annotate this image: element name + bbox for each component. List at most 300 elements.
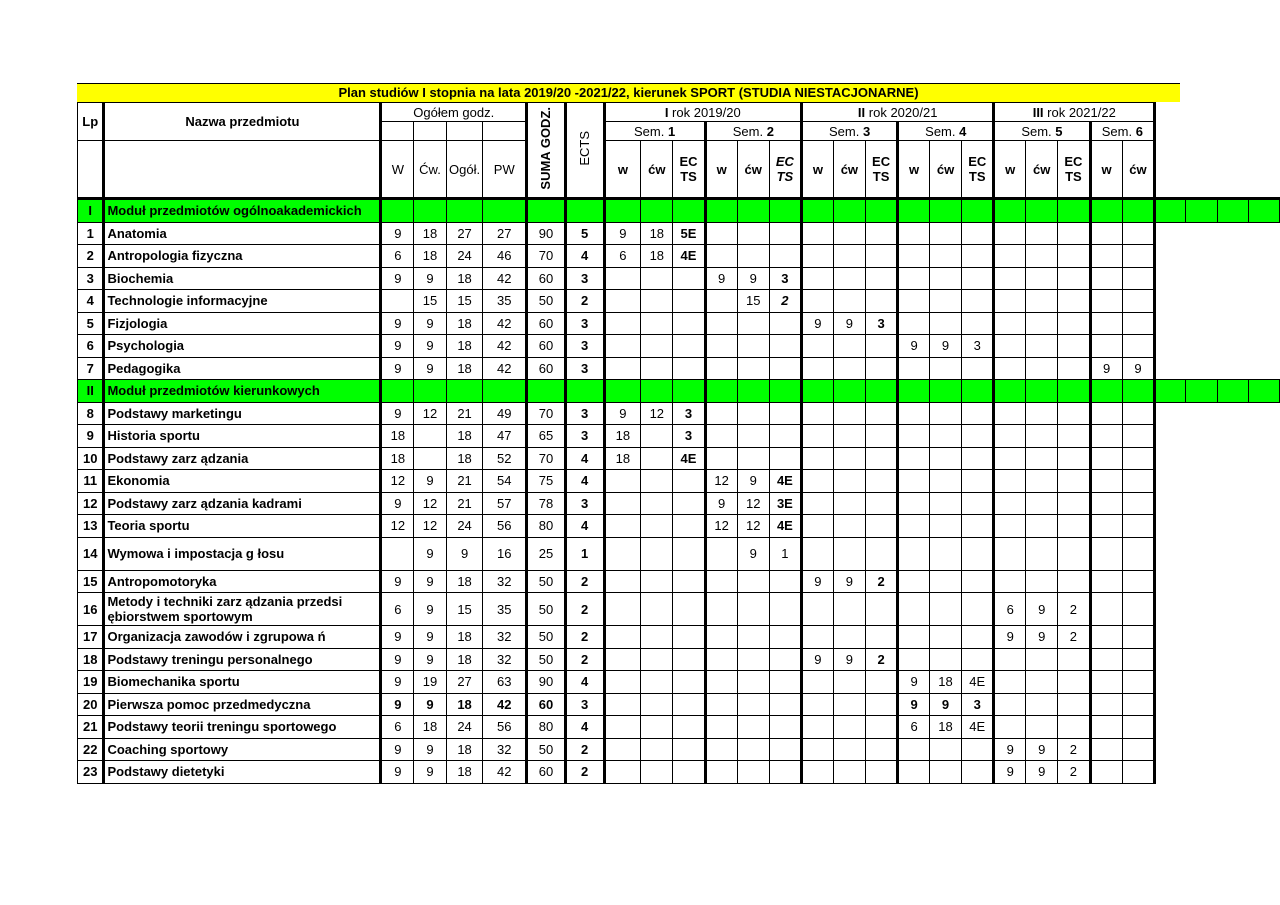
module-cell: [1090, 380, 1122, 403]
module-cell: [962, 380, 994, 403]
row-cell: [381, 290, 414, 313]
module-cell: [802, 380, 834, 403]
row-cell: 4: [565, 245, 604, 268]
row-cell: 18: [604, 425, 641, 448]
row-cell: 5: [565, 222, 604, 245]
row-lp: 18: [78, 648, 104, 671]
row-cell: 3: [962, 335, 994, 358]
row-cell: [641, 693, 673, 716]
row-cell: [1090, 335, 1122, 358]
table-row: [78, 425, 1280, 448]
row-cell: [929, 222, 961, 245]
plan-title: Plan studiów I stopnia na lata 2019/20 -2021/22, kierunek SPORT (STUDIA NIESTACJONARNE): [77, 83, 1180, 102]
row-cell: 32: [483, 648, 527, 671]
row-cell: [1026, 693, 1058, 716]
row-cell: 9: [1026, 738, 1058, 761]
row-cell: [1058, 267, 1090, 290]
row-lp: 13: [78, 515, 104, 538]
row-cell: [865, 470, 897, 493]
row-cell: [962, 267, 994, 290]
row-cell: 18: [414, 716, 446, 739]
row-cell: [994, 267, 1026, 290]
row-cell: [994, 222, 1026, 245]
row-cell: 49: [483, 402, 527, 425]
row-cell: 2: [865, 570, 897, 593]
module-cell: [641, 380, 673, 403]
row-cell: [802, 492, 834, 515]
row-cell: [865, 335, 897, 358]
row-cell: [802, 515, 834, 538]
row-cell: 3: [565, 402, 604, 425]
row-cell: 9: [705, 267, 737, 290]
row-cell: [1026, 537, 1058, 570]
row-cell: 9: [381, 357, 414, 380]
row-cell: [641, 447, 673, 470]
row-cell: 2: [865, 648, 897, 671]
row-cell: 60: [527, 693, 566, 716]
row-cell: [865, 492, 897, 515]
row-cell: [802, 693, 834, 716]
row-cell: [604, 648, 641, 671]
row-cell: [994, 335, 1026, 358]
row-cell: [898, 626, 930, 649]
row-cell: 19: [414, 671, 446, 694]
row-cell: [802, 425, 834, 448]
row-cell: 2: [1058, 593, 1090, 626]
row-cell: [604, 671, 641, 694]
row-cell: 3: [769, 267, 801, 290]
row-cell: [673, 648, 705, 671]
row-cell: [1058, 447, 1090, 470]
header-year-3: III rok 2021/22: [994, 103, 1155, 122]
table-row: [78, 693, 1280, 716]
row-cell: 60: [527, 761, 566, 784]
row-cell: [865, 626, 897, 649]
row-cell: 56: [483, 515, 527, 538]
row-lp: 15: [78, 570, 104, 593]
row-cell: [604, 593, 641, 626]
row-cell: [833, 716, 865, 739]
row-cell: 52: [483, 447, 527, 470]
module-cell: [1058, 380, 1090, 403]
row-cell: 4E: [769, 515, 801, 538]
row-cell: [1026, 402, 1058, 425]
row-cell: 9: [1090, 357, 1122, 380]
row-cell: 9: [381, 570, 414, 593]
row-name: Wymowa i impostacja g łosu: [104, 537, 381, 570]
header-cw: ćw: [1026, 141, 1058, 199]
row-cell: 80: [527, 515, 566, 538]
row-cell: 18: [446, 570, 483, 593]
row-cell: 9: [381, 648, 414, 671]
row-lp: 17: [78, 626, 104, 649]
header-w: w: [898, 141, 930, 199]
row-lp: 5: [78, 312, 104, 335]
header-ects-sem: EC TS: [865, 141, 897, 199]
row-cell: 70: [527, 402, 566, 425]
row-cell: [802, 335, 834, 358]
row-cell: [898, 447, 930, 470]
row-cell: [1090, 716, 1122, 739]
row-cell: [1090, 570, 1122, 593]
row-name: Ekonomia: [104, 470, 381, 493]
row-cell: 18: [446, 425, 483, 448]
module-cell: [1186, 199, 1217, 223]
row-cell: [962, 570, 994, 593]
row-cell: [414, 425, 446, 448]
header-year-1: I rok 2019/20: [604, 103, 802, 122]
row-cell: [705, 447, 737, 470]
row-cell: [641, 470, 673, 493]
row-cell: 9: [414, 738, 446, 761]
row-cell: [929, 290, 961, 313]
row-cell: [641, 357, 673, 380]
row-cell: 2: [565, 648, 604, 671]
module-name: Moduł przedmiotów ogólnoakademickich: [104, 199, 381, 223]
row-cell: [1026, 648, 1058, 671]
header-cw: ćw: [641, 141, 673, 199]
row-cell: 47: [483, 425, 527, 448]
row-cell: 9: [833, 570, 865, 593]
row-cell: [673, 626, 705, 649]
header-sem-2: Sem. 2: [705, 122, 801, 141]
module-cell: [705, 380, 737, 403]
row-lp: 4: [78, 290, 104, 313]
row-cell: 12: [381, 515, 414, 538]
row-cell: [1122, 290, 1154, 313]
row-cell: 18: [446, 648, 483, 671]
module-cell: [1026, 380, 1058, 403]
row-cell: [833, 245, 865, 268]
row-cell: [1090, 626, 1122, 649]
row-cell: [929, 425, 961, 448]
row-cell: 4: [565, 671, 604, 694]
row-lp: 2: [78, 245, 104, 268]
module-cell: [898, 380, 930, 403]
row-cell: [865, 716, 897, 739]
header-ects-sem: EC TS: [962, 141, 994, 199]
row-cell: [705, 222, 737, 245]
module-cell: [673, 380, 705, 403]
table-row: [78, 648, 1280, 671]
row-cell: [994, 648, 1026, 671]
row-cell: 9: [833, 312, 865, 335]
row-cell: [673, 267, 705, 290]
header-cw: ćw: [833, 141, 865, 199]
spacer: [414, 122, 446, 141]
module-cell: [962, 199, 994, 223]
row-cell: [833, 492, 865, 515]
row-cell: [833, 447, 865, 470]
row-cell: 4: [565, 716, 604, 739]
study-plan-table: [77, 102, 1280, 784]
row-cell: 9: [381, 267, 414, 290]
row-cell: 18: [604, 447, 641, 470]
row-name: Historia sportu: [104, 425, 381, 448]
table-row: [78, 515, 1280, 538]
row-cell: 18: [381, 447, 414, 470]
row-cell: 21: [446, 492, 483, 515]
row-cell: [1026, 492, 1058, 515]
row-cell: [769, 570, 801, 593]
header-lp-empty: [78, 141, 104, 199]
row-cell: [962, 290, 994, 313]
row-cell: [994, 470, 1026, 493]
header-ects-sem: EC TS: [769, 141, 801, 199]
module-cell: [865, 199, 897, 223]
row-cell: [1058, 671, 1090, 694]
row-cell: 9: [414, 267, 446, 290]
row-cell: [1090, 671, 1122, 694]
row-cell: [604, 570, 641, 593]
row-cell: [641, 290, 673, 313]
row-cell: 32: [483, 626, 527, 649]
row-cell: [641, 716, 673, 739]
row-cell: 3: [962, 693, 994, 716]
module-cell: [446, 199, 483, 223]
row-cell: [865, 761, 897, 784]
row-cell: [802, 738, 834, 761]
spacer: [381, 122, 414, 141]
row-cell: [962, 447, 994, 470]
row-cell: 9: [381, 693, 414, 716]
row-cell: 9: [1122, 357, 1154, 380]
row-cell: [929, 570, 961, 593]
row-cell: 9: [381, 738, 414, 761]
row-name: Teoria sportu: [104, 515, 381, 538]
header-ects-sem: EC TS: [673, 141, 705, 199]
row-cell: [994, 492, 1026, 515]
row-cell: [604, 492, 641, 515]
row-cell: 78: [527, 492, 566, 515]
row-cell: [1058, 222, 1090, 245]
row-cell: [1122, 693, 1154, 716]
row-cell: 12: [705, 470, 737, 493]
row-cell: [994, 671, 1026, 694]
row-cell: [769, 693, 801, 716]
table-row: [78, 738, 1280, 761]
row-cell: 63: [483, 671, 527, 694]
row-cell: [1058, 470, 1090, 493]
row-cell: 18: [446, 447, 483, 470]
row-cell: [705, 761, 737, 784]
row-cell: [1122, 312, 1154, 335]
row-cell: [994, 537, 1026, 570]
row-cell: [604, 357, 641, 380]
row-cell: [833, 335, 865, 358]
row-cell: 57: [483, 492, 527, 515]
row-cell: 9: [414, 357, 446, 380]
row-cell: 46: [483, 245, 527, 268]
header-ogolem: Ogółem godz.: [381, 103, 527, 122]
header-name: Nazwa przedmiotu: [104, 103, 381, 141]
row-cell: [1026, 515, 1058, 538]
row-cell: [673, 290, 705, 313]
header-sem-1: Sem. 1: [604, 122, 705, 141]
row-cell: [641, 335, 673, 358]
module-cell: [483, 199, 527, 223]
header-w: w: [705, 141, 737, 199]
row-cell: [962, 222, 994, 245]
row-cell: 4: [565, 447, 604, 470]
row-cell: [1090, 245, 1122, 268]
row-cell: [1026, 335, 1058, 358]
row-cell: 12: [414, 402, 446, 425]
row-cell: [1058, 312, 1090, 335]
row-cell: 12: [381, 470, 414, 493]
row-cell: [604, 515, 641, 538]
row-name: Metody i techniki zarz ądzania przedsi ębiorstwem sportowym: [104, 593, 381, 626]
row-cell: 42: [483, 693, 527, 716]
row-cell: [641, 312, 673, 335]
row-cell: [994, 425, 1026, 448]
module-cell: [527, 380, 566, 403]
row-cell: 60: [527, 267, 566, 290]
row-cell: 2: [1058, 626, 1090, 649]
row-name: Psychologia: [104, 335, 381, 358]
table-row: [78, 492, 1280, 515]
row-cell: [1026, 357, 1058, 380]
module-num: I: [78, 199, 104, 223]
row-cell: [1058, 290, 1090, 313]
row-name: Coaching sportowy: [104, 738, 381, 761]
row-cell: [929, 648, 961, 671]
row-cell: [1058, 515, 1090, 538]
row-cell: 18: [381, 425, 414, 448]
row-cell: [673, 470, 705, 493]
row-cell: 18: [446, 267, 483, 290]
row-cell: [1026, 447, 1058, 470]
row-cell: [673, 570, 705, 593]
row-cell: 32: [483, 738, 527, 761]
spacer: [483, 122, 527, 141]
row-lp: 9: [78, 425, 104, 448]
row-cell: [898, 593, 930, 626]
row-cell: [929, 357, 961, 380]
row-cell: [604, 716, 641, 739]
row-cell: [929, 470, 961, 493]
row-cell: [1058, 716, 1090, 739]
row-lp: 21: [78, 716, 104, 739]
row-cell: [1026, 425, 1058, 448]
row-cell: 12: [705, 515, 737, 538]
row-cell: 9: [381, 402, 414, 425]
row-cell: 9: [705, 492, 737, 515]
row-cell: [833, 222, 865, 245]
row-cell: 54: [483, 470, 527, 493]
row-cell: 18: [446, 693, 483, 716]
table-row: [78, 593, 1280, 626]
row-cell: 2: [769, 290, 801, 313]
row-cell: 9: [994, 738, 1026, 761]
row-cell: [865, 671, 897, 694]
row-cell: [898, 515, 930, 538]
module-cell: [604, 199, 641, 223]
row-cell: [962, 648, 994, 671]
header-name-empty: [104, 141, 381, 199]
row-cell: 24: [446, 245, 483, 268]
row-cell: [604, 761, 641, 784]
module-cell: [1122, 199, 1154, 223]
row-cell: [737, 402, 769, 425]
row-cell: 65: [527, 425, 566, 448]
row-cell: [833, 626, 865, 649]
table-row: [78, 671, 1280, 694]
row-cell: 9: [737, 267, 769, 290]
row-cell: 9: [833, 648, 865, 671]
row-cell: [1058, 425, 1090, 448]
row-cell: 9: [381, 626, 414, 649]
row-cell: 12: [737, 515, 769, 538]
row-cell: 12: [737, 492, 769, 515]
row-cell: [769, 447, 801, 470]
row-cell: [1122, 222, 1154, 245]
row-cell: 9: [604, 222, 641, 245]
row-cell: [898, 492, 930, 515]
row-cell: [604, 626, 641, 649]
row-cell: 24: [446, 515, 483, 538]
module-cell: [483, 380, 527, 403]
row-cell: [641, 492, 673, 515]
row-cell: 9: [802, 312, 834, 335]
module-cell: [381, 199, 414, 223]
row-cell: [641, 425, 673, 448]
row-cell: 25: [527, 537, 566, 570]
row-cell: [737, 357, 769, 380]
row-cell: 9: [994, 761, 1026, 784]
row-cell: [1122, 761, 1154, 784]
row-cell: [1026, 470, 1058, 493]
row-cell: [737, 693, 769, 716]
row-cell: [898, 245, 930, 268]
row-cell: [1122, 425, 1154, 448]
row-cell: [737, 312, 769, 335]
row-cell: [1058, 402, 1090, 425]
row-cell: [898, 761, 930, 784]
row-cell: 3: [565, 425, 604, 448]
row-cell: [1026, 671, 1058, 694]
row-cell: [604, 693, 641, 716]
row-cell: [994, 716, 1026, 739]
row-cell: 18: [446, 626, 483, 649]
table-row: [78, 245, 1280, 268]
row-cell: [802, 537, 834, 570]
row-cell: 9: [802, 648, 834, 671]
row-cell: [737, 593, 769, 626]
row-cell: [833, 402, 865, 425]
row-cell: 50: [527, 593, 566, 626]
row-cell: 6: [994, 593, 1026, 626]
row-cell: 9: [381, 761, 414, 784]
row-cell: [865, 447, 897, 470]
row-cell: 35: [483, 593, 527, 626]
row-cell: [994, 402, 1026, 425]
module-cell: [994, 199, 1026, 223]
row-cell: 6: [381, 593, 414, 626]
header-w: w: [994, 141, 1026, 199]
row-cell: [1090, 593, 1122, 626]
row-cell: 3: [565, 335, 604, 358]
row-name: Podstawy zarz ądzania kadrami: [104, 492, 381, 515]
row-cell: [769, 648, 801, 671]
row-cell: [1122, 593, 1154, 626]
row-cell: [865, 245, 897, 268]
row-cell: 3: [565, 357, 604, 380]
module-cell: [1248, 199, 1279, 223]
row-cell: [1026, 716, 1058, 739]
row-lp: 14: [78, 537, 104, 570]
header-sem-4: Sem. 4: [898, 122, 994, 141]
